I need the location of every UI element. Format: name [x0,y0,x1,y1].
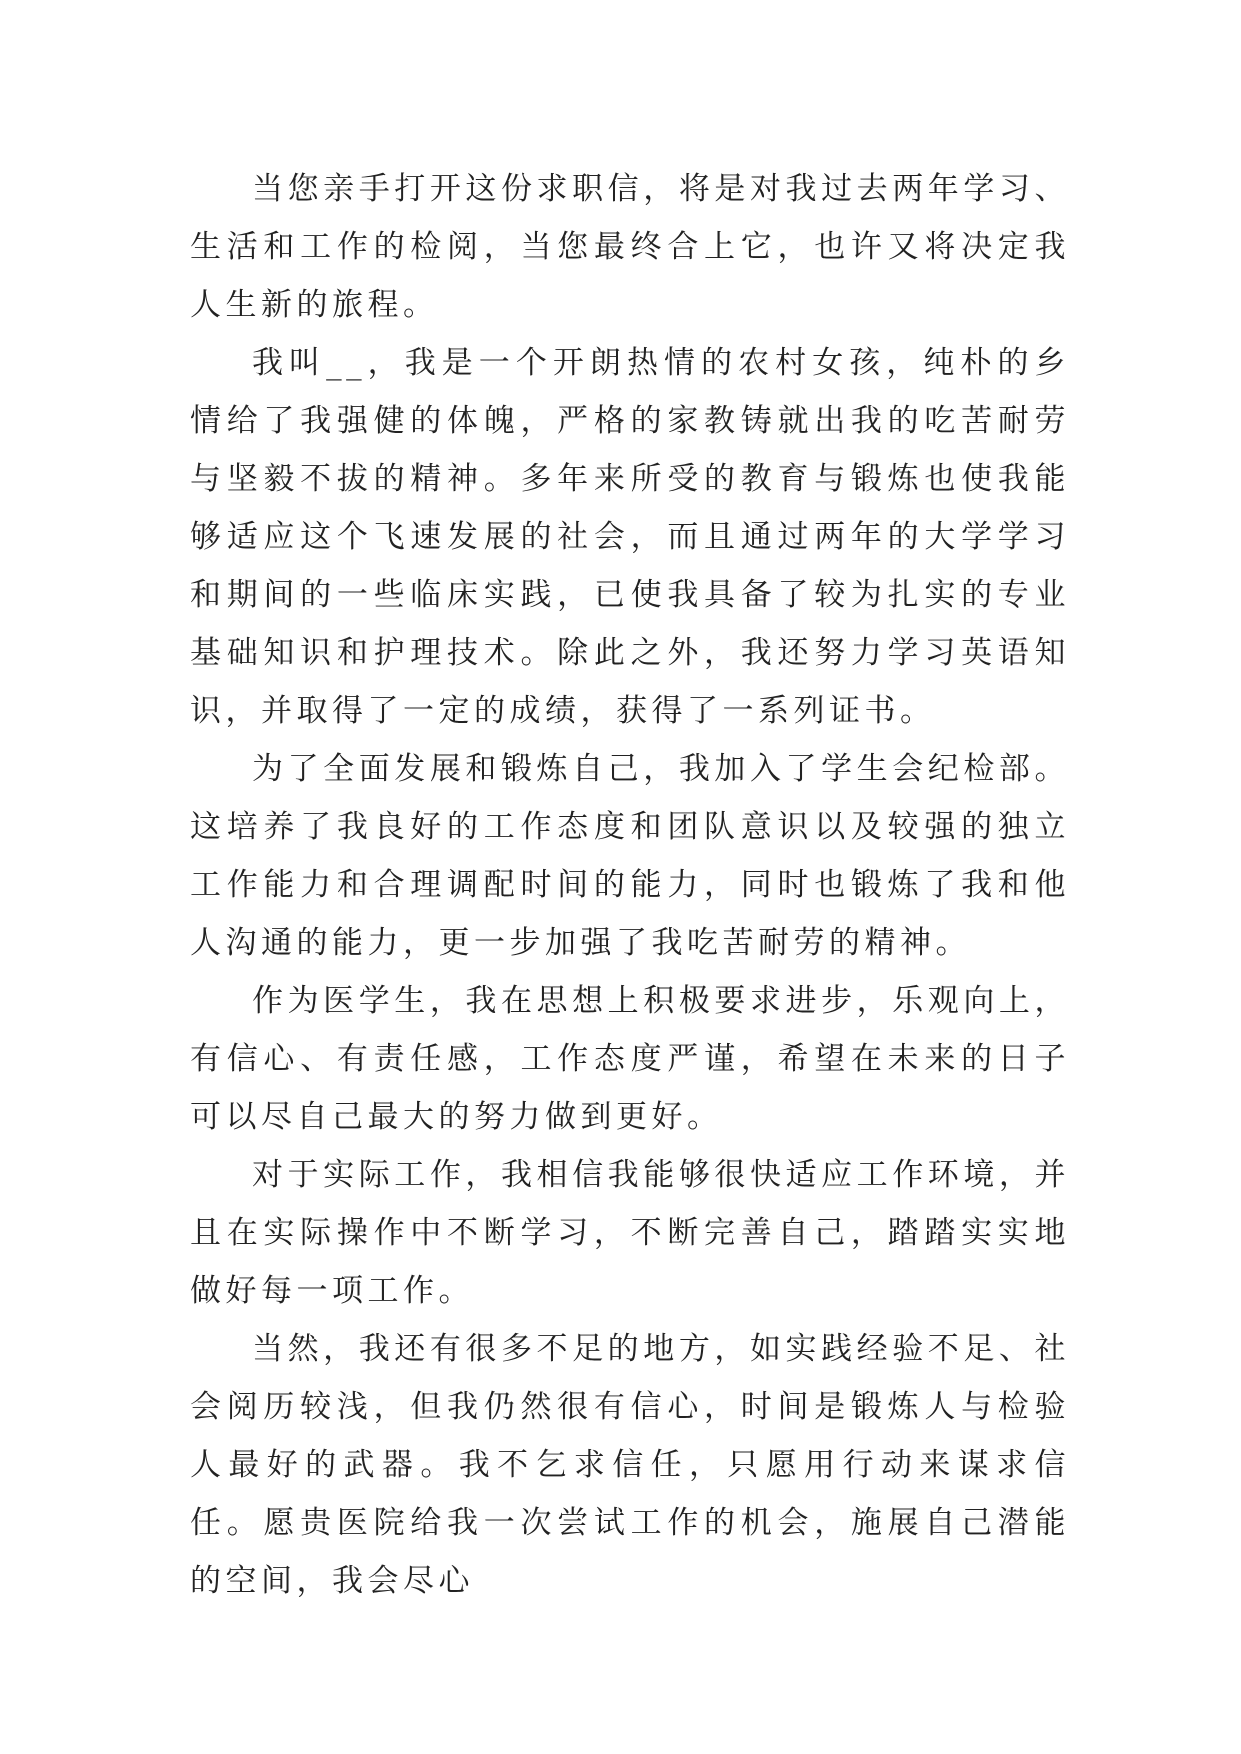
paragraph-student-union: 为了全面发展和锻炼自己，我加入了学生会纪检部。这培养了我良好的工作态度和团队意识以及较强的独立工作能力和合理调配时间的能力，同时也锻炼了我和他人沟通的能力，更一步加强了我吃苦耐劳的精神。 [190,751,1070,961]
paragraph-medical-student: 作为医学生，我在思想上积极要求进步，乐观向上，有信心、有责任感，工作态度严谨，希望在未来的日子可以尽自己最大的努力做到更好。 [190,983,1070,1135]
paragraph-intro: 当您亲手打开这份求职信，将是对我过去两年学习、生活和工作的检阅，当您最终合上它，也许又将决定我人生新的旅程。 [190,171,1070,323]
document-body [190,160,1070,1610]
paragraph-practical-work: 对于实际工作，我相信我能够很快适应工作环境，并且在实际操作中不断学习，不断完善自己，踏踏实实地做好每一项工作。 [190,1157,1070,1309]
paragraph-self-introduction: 我叫__，我是一个开朗热情的农村女孩，纯朴的乡情给了我强健的体魄，严格的家教铸就出我的吃苦耐劳与坚毅不拔的精神。多年来所受的教育与锻炼也使我能够适应这个飞速发展的社会，而且通过两年的大学学习和期间的一些临床实践，已使我具备了较为扎实的专业基础知识和护理技术。除此之外，我还努力学习英语知识，并取得了一定的成绩，获得了一系列证书。 [190,345,1070,729]
paragraph-shortcomings: 当然，我还有很多不足的地方，如实践经验不足、社会阅历较浅，但我仍然很有信心，时间是锻炼人与检验人最好的武器。我不乞求信任，只愿用行动来谋求信任。愿贵医院给我一次尝试工作的机会，施展自己潜能的空间，我会尽心 [190,1331,1070,1599]
